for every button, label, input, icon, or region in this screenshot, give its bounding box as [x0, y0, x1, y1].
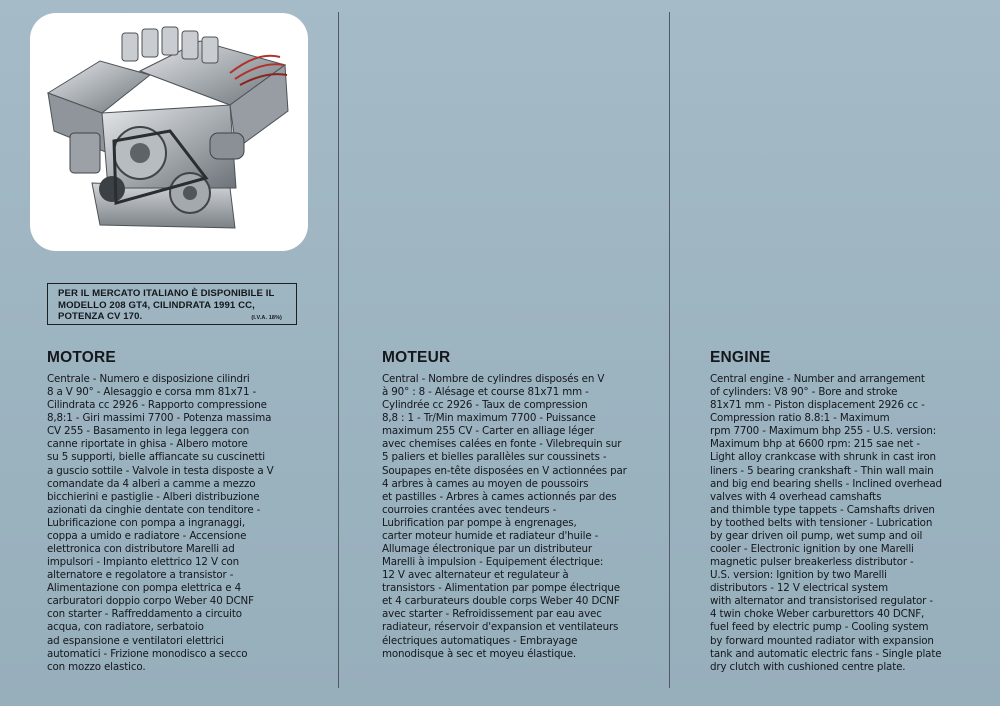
column-divider-right	[669, 12, 670, 688]
notice-text: PER IL MERCATO ITALIANO È DISPONIBILE IL MODELLO 208 GT4, CILINDRATA 1991 CC, POTENZA CV 170.	[58, 288, 275, 322]
text-moteur: Central - Nombre de cylindres disposés en V à 90° : 8 - Alésage et course 81x71 mm - Cylindrée cc 2926 - Taux de compression 8,8 : 1 - Tr/Min maximum 7700 - Puissance maximum 255 CV - Carter en alliage léger avec chemises calées en fonte - Vilebrequin sur 5 paliers et bielles parallèles sur coussinets - Soupapes en-tête disposées en V actionnées par 4 arbres à cames au moyen de poussoirs et pastilles - Arbres à cames actionnés par des courroies crantées avec tendeurs - Lubrification par pompe à engrenages, carter moteur humide et radiateur d'huile - Allumage électronique par un distributeur Marelli à impulsion - Equipement électrique: 12 V avec alternateur et regulateur à transistors - Alimentation par pompe électrique et 4 carburateurs double corps Weber 40 DCNF avec starter - Refroidissement par eau avec radiateur, réservoir d'expansion et ventilateurs électriques automatiques - Embrayage monodisque à sec et moyeu élastique.	[382, 373, 627, 660]
vat-note: (I.V.A. 18%)	[251, 315, 282, 321]
engine-photo	[30, 13, 308, 251]
text-engine: Central engine - Number and arrangement of cylinders: V8 90° - Bore and stroke 81x71 mm - Piston displacement 2926 cc - Compression ratio 8.8:1 - Maximum rpm 7700 - Maximum bhp 255 - U.S. version: Maximum bhp at 6600 rpm: 215 sae net - Light alloy crankcase with shrunk in cast iron liners - 5 bearing crankshaft - Thin wall main and big end bearing shells - Inclined overhead valves with 4 overhead camshafts and thimble type tappets - Camshafts driven by toothed belts with tensioner - Lubrication by gear driven oil pump, wet sump and oil cooler - Electronic ignition by one Marelli magnetic pulser breakerless distributor - U.S. version: Ignition by two Marelli distributors - 12 V electrical system with alternator and transistorised regulator - 4 twin choke Weber carburettors 40 DCNF, fuel feed by electric pump - Cooling system by forward mounted radiator with expansion tank and automatic electric fans - Single plate dry clutch with cushioned centre plate.	[710, 373, 942, 673]
title-engine: ENGINE	[710, 349, 771, 366]
title-motore: MOTORE	[47, 349, 116, 366]
engine-illustration	[30, 13, 308, 251]
italian-market-notice	[47, 283, 297, 325]
column-divider-left	[338, 12, 339, 688]
title-moteur: MOTEUR	[382, 349, 451, 366]
text-motore: Centrale - Numero e disposizione cilindri 8 a V 90° - Alesaggio e corsa mm 81x71 - Cilindrata cc 2926 - Rapporto compressione 8,8:1 - Giri massimi 7700 - Potenza massima CV 255 - Basamento in lega leggera con canne riportate in ghisa - Albero motore su 5 supporti, bielle affiancate su cuscinetti a guscio sottile - Valvole in testa disposte a V comandate da 4 alberi a camme a mezzo bicchierini e pastiglie - Alberi distribuzione azionati da cinghie dentate con tenditore - Lubrificazione con pompa a ingranaggi, coppa a umido e radiatore - Accensione elettronica con distributore Marelli ad impulsori - Impianto elettrico 12 V con alternatore e regolatore a transistor - Alimentazione con pompa elettrica e 4 carburatori doppio corpo Weber 40 DCNF con starter - Raffreddamento a circuito acqua, con radiatore, serbatoio ad espansione e ventilatori elettrici automatici - Frizione monodisco a secco con mozzo elastico.	[47, 373, 274, 673]
